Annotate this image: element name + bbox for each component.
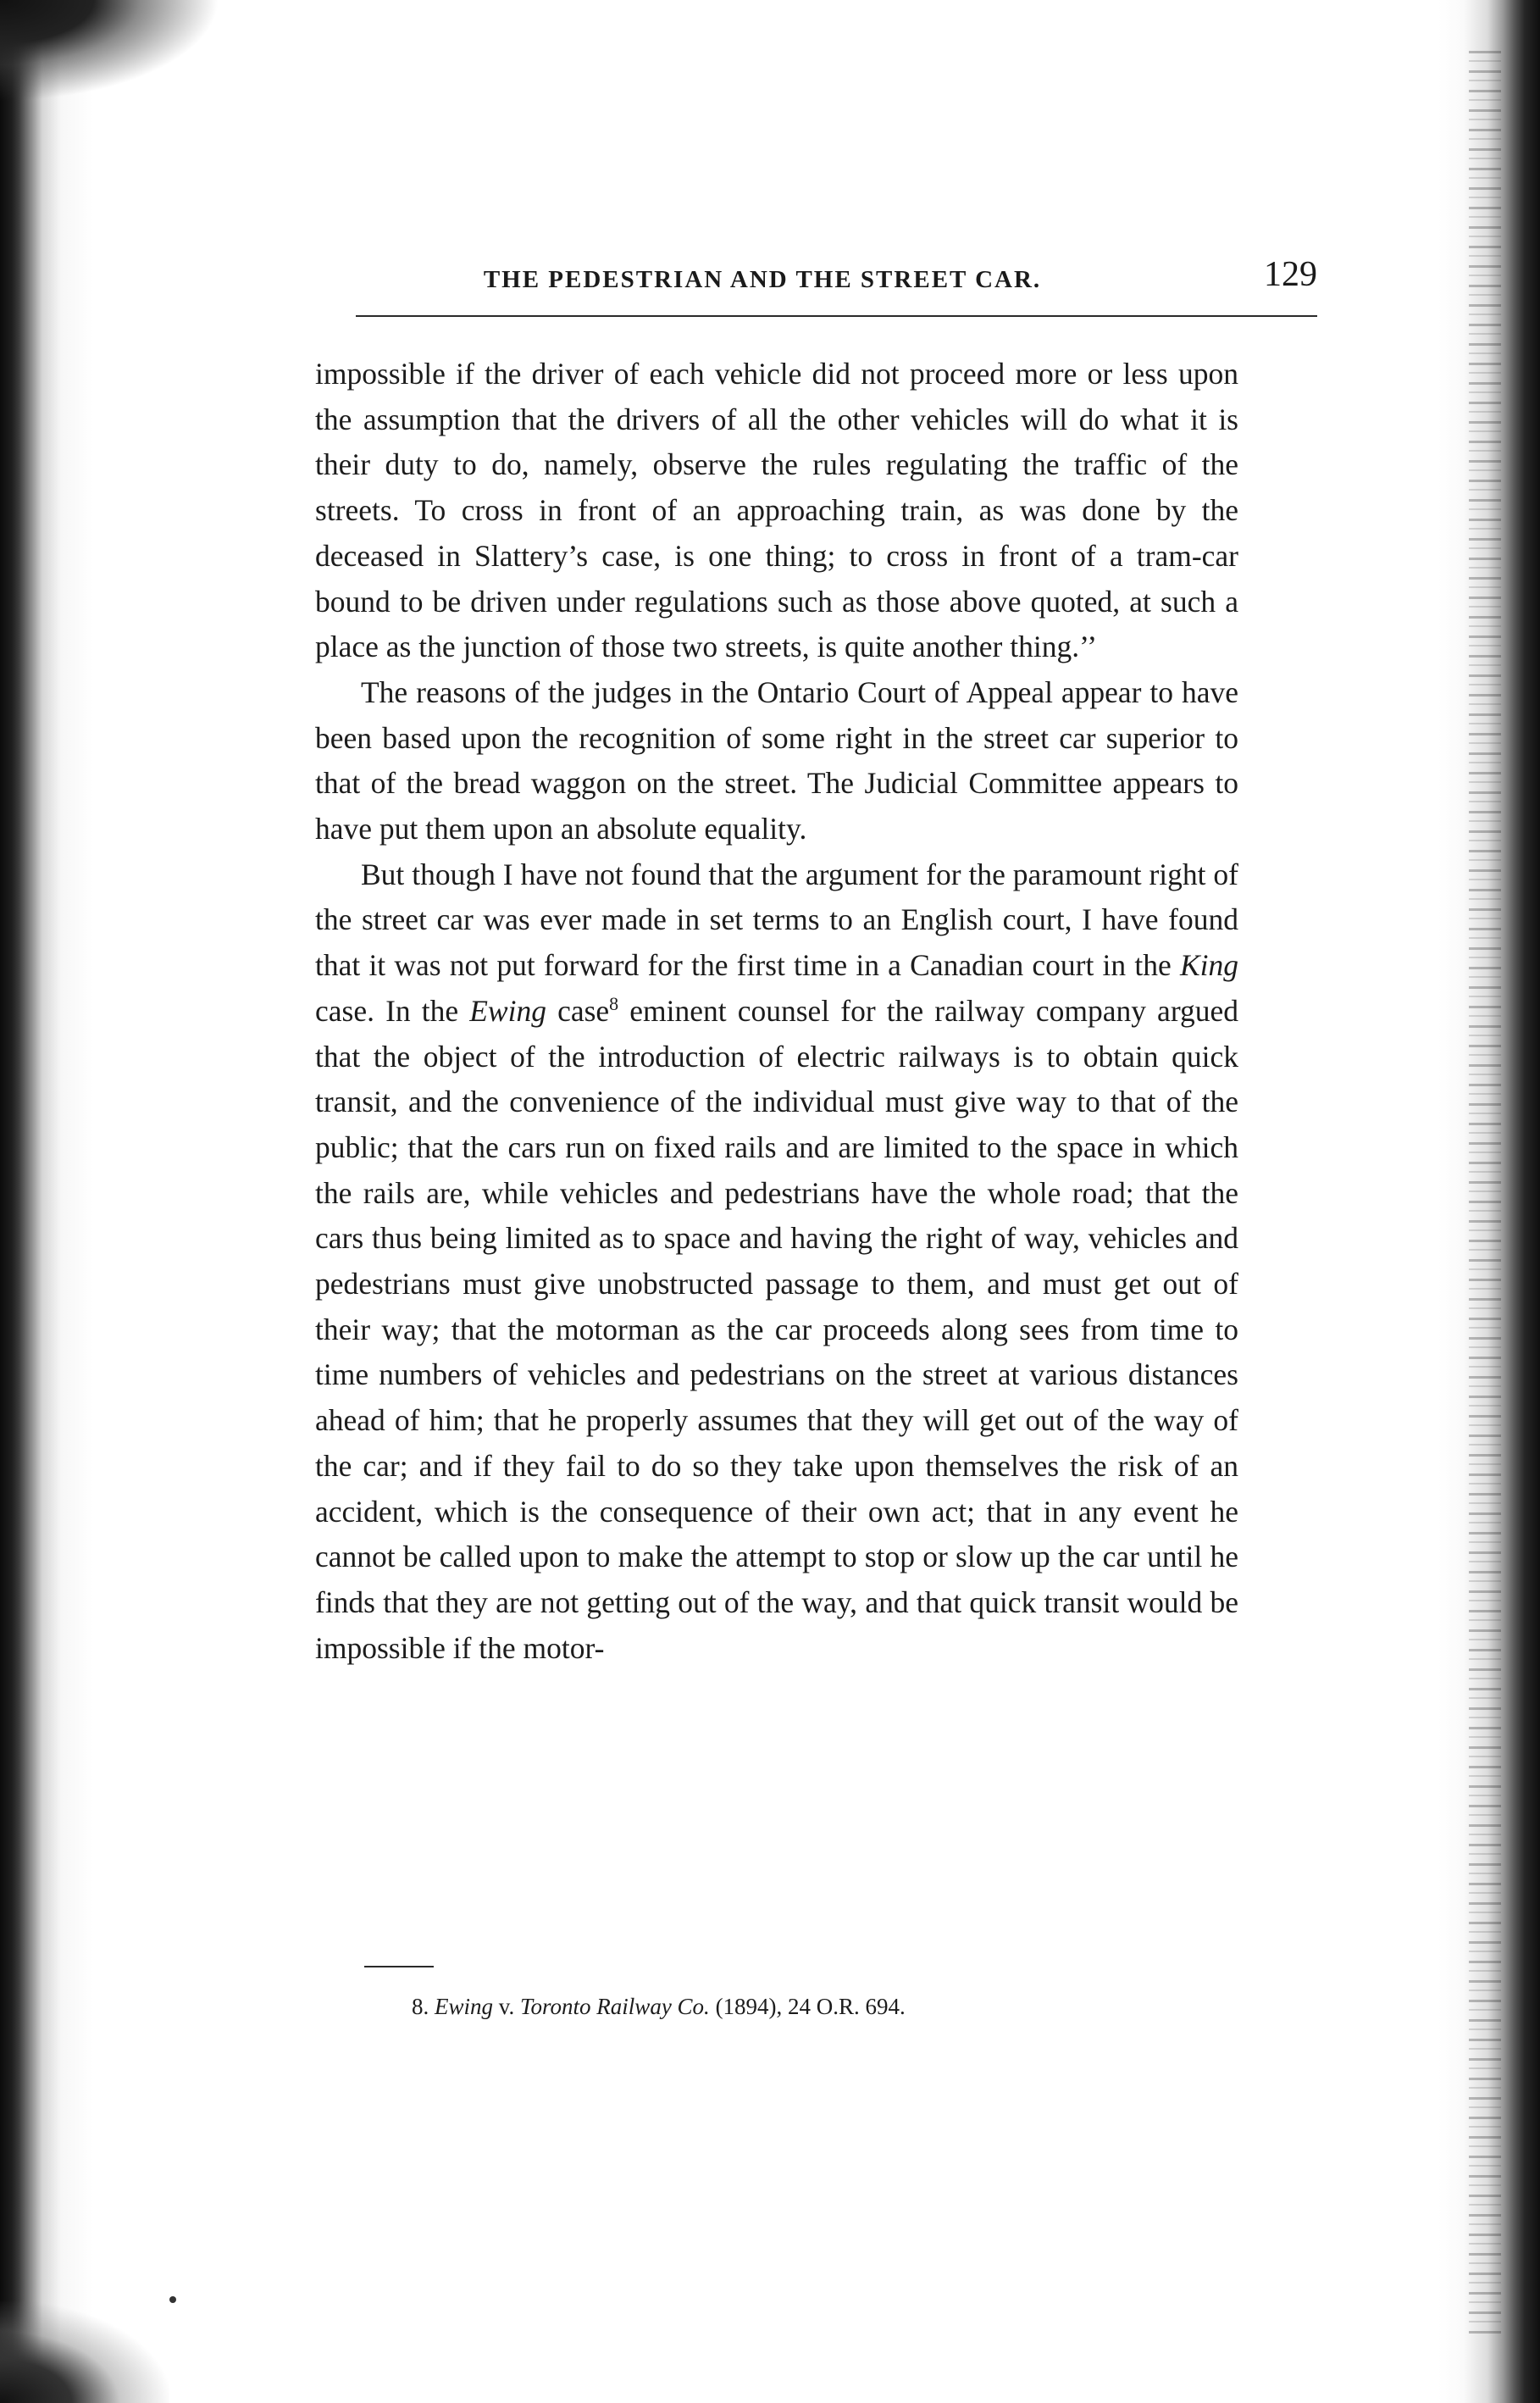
paragraph-text: case [546,993,610,1028]
paragraph-text: case. In the [315,993,470,1028]
paragraph [315,670,1238,852]
scan-binding-edge-left [0,0,127,2403]
page-number: 129 [1264,255,1317,294]
footnote-citation: (1894), 24 O.R. 694. [715,1994,906,2019]
scan-corner-shadow-bottom [0,2301,169,2403]
paragraph-text: The reasons of the judges in the Ontario Court of Appeal appear to have been based upon the recognition of some right in the street car superior to that of the bread waggon on the street. The Judicial Committee appears to have put them upon an absolute equality. [315,674,1238,846]
paragraph [315,852,1238,1672]
footnote-rule [364,1966,434,1967]
scan-corner-shadow-top [0,0,220,102]
footnote-case-name: Ewing [435,1994,494,2019]
paragraph [315,352,1238,670]
case-name: Ewing [469,993,546,1028]
footnote-reference[interactable]: 8 [609,993,619,1015]
paragraph-text: But though I have not found that the argument for the paramount right of the street car was ever made in set terms to an English court, I have found that it was not put forward for the first time in a Canadian court in the [315,857,1238,983]
scan-speck [169,2296,176,2303]
footnote [412,1991,1174,2022]
case-name: King [1179,948,1238,983]
paragraph-text: eminent counsel for the railway company argued that the object of the introduction of electric railways is to obtain quick transit, and the convenience of the individual must give way to that of the public; that the cars run on fixed rails and are limited to the space in which the rails are, while vehicles and pedestrians have the whole road; that the cars thus being limited as to space and having the right of way, vehicles and pedestrians must give unobstructed passage to them, and must get out of their way; that the motorman as the car proceeds along sees from time to time numbers of vehicles and pedestrians on the street at various distances ahead of him; that he properly assumes that they will get out of the way of the car; and if they fail to do so they take upon themselves the risk of an accident, which is the consequence of their own act; that in any event he cannot be called upon to make the attempt to stop or slow up the car until he finds that they are not getting out of the way, and that quick transit would be impossible if the motor- [315,993,1239,1665]
paragraph-text: impossible if the driver of each vehicle did not proceed more or less upon the assumption that the drivers of all the other vehicles will do what it is their duty to do, namely, observe the rules regulating the traffic of the streets. To cross in front of an approaching train, as was done by the deceased in Slattery’s case, is one thing; to cross in front of a tram-car bound to be driven under regulations such as those above quoted, at such a place as the junction of those two streets, is quite another thing.’’ [315,357,1238,664]
page-header [356,251,1317,302]
scan-noise-strip [1469,51,1501,2339]
footnote-marker: 8. [412,1994,429,2019]
header-rule [356,315,1317,317]
running-title: THE PEDESTRIAN AND THE STREET CAR. [483,266,1042,293]
body-text [315,352,1238,1671]
footnote-versus: v. [498,1994,515,2019]
footnote-defendant: Toronto Railway Co. [520,1994,710,2019]
